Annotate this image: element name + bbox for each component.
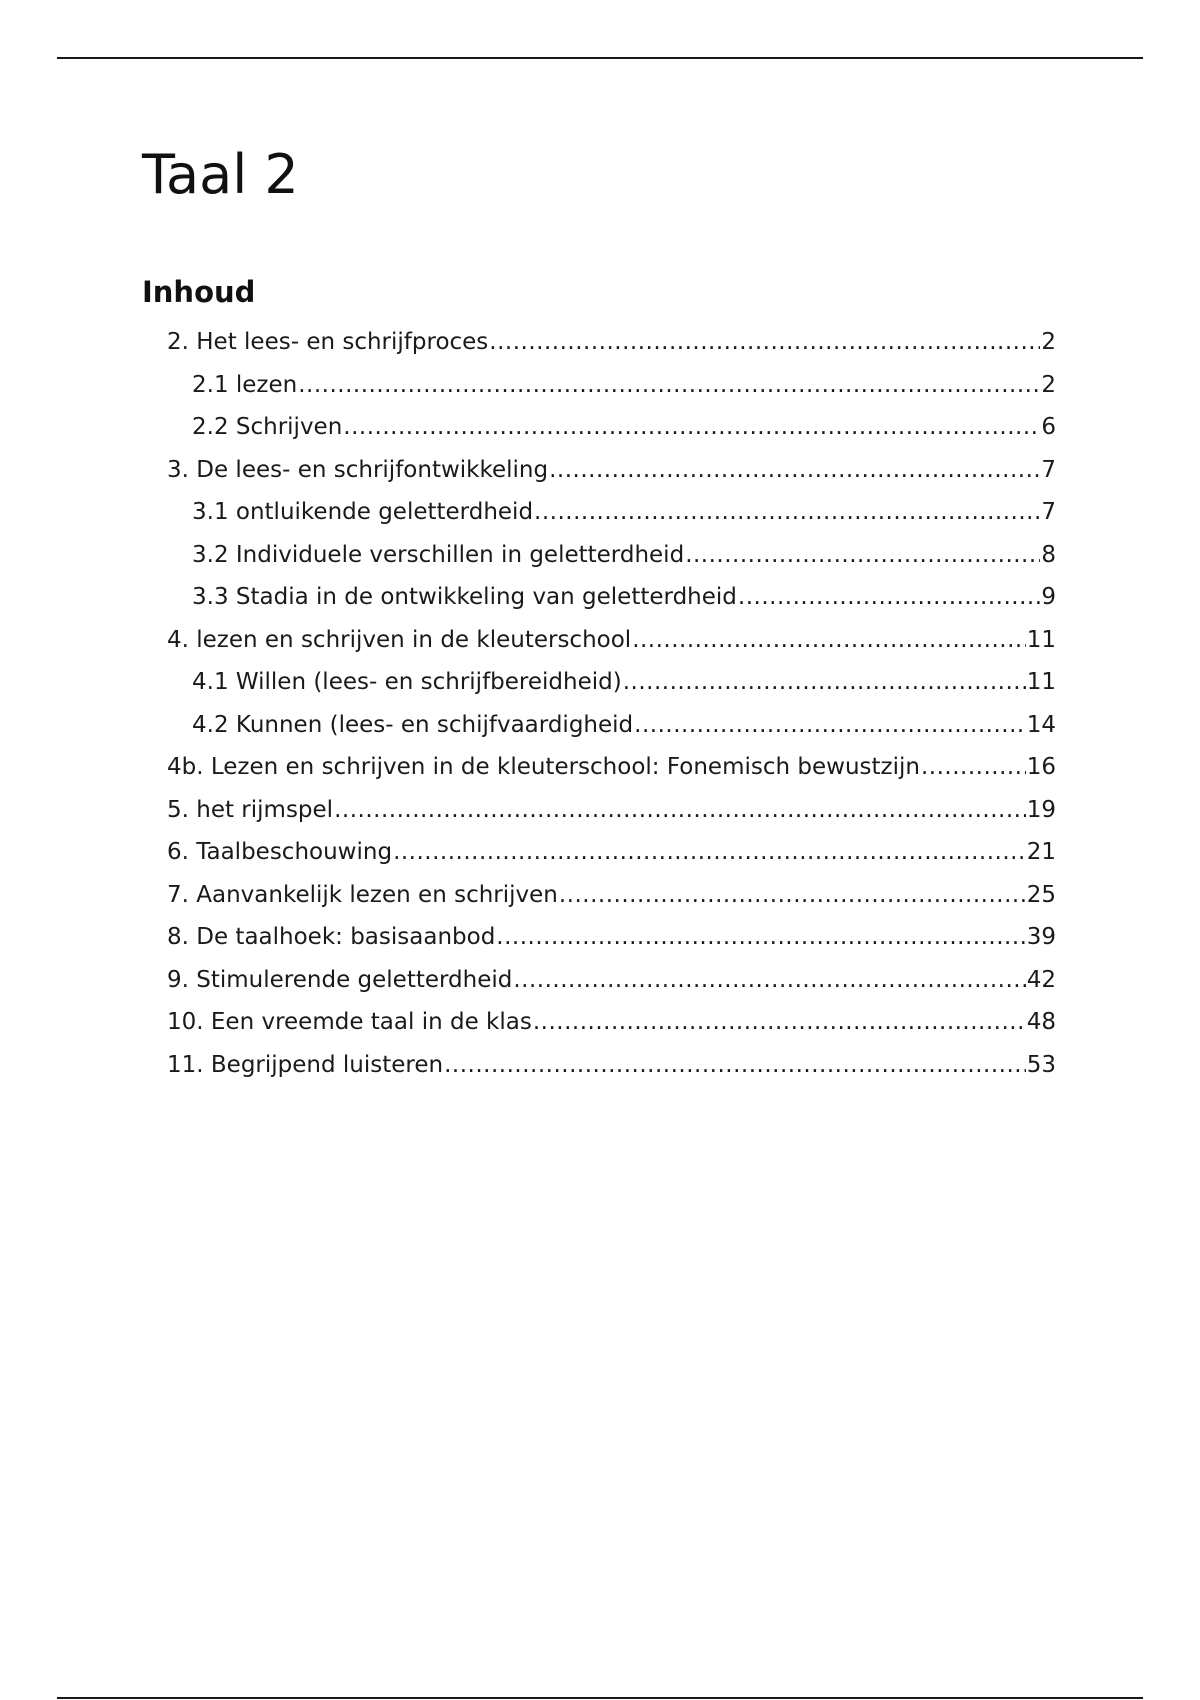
toc-dot-leader [623,661,1026,704]
toc-entry[interactable] [142,704,1056,747]
toc-dot-leader [533,1001,1026,1044]
toc-entry[interactable] [142,1044,1056,1087]
toc-dot-leader [343,406,1040,449]
toc-entry-label: 3.1 ontluikende geletterdheid [192,499,534,525]
toc-heading: Inhoud [142,275,256,309]
toc-entry[interactable] [142,916,1056,959]
toc-entry[interactable] [142,364,1056,407]
toc-dot-leader [513,959,1025,1002]
toc-dot-leader [298,364,1040,407]
toc-dot-leader [634,704,1026,747]
toc-entry[interactable] [142,1001,1056,1044]
footer-rule [57,1697,1143,1699]
toc-entry[interactable] [142,874,1056,917]
table-of-contents [142,321,1056,1086]
toc-entry-label: 4.1 Willen (lees- en schrijfbereidheid) [192,669,622,695]
toc-entry[interactable] [142,959,1056,1002]
toc-entry-label: 4. lezen en schrijven in de kleuterschool [167,626,632,653]
toc-entry-page-number: 48 [1026,1009,1056,1035]
toc-entry-page-number: 7 [1041,499,1056,525]
toc-entry-label: 4b. Lezen en schrijven in de kleuterschool: Fonemisch bewustzijn [167,754,920,780]
toc-entry-label: 3. De lees- en schrijfontwikkeling [167,456,549,483]
toc-entry-label: 2. Het lees- en schrijfproces [167,329,489,355]
toc-entry-label: 7. Aanvankelijk lezen en schrijven [167,881,558,908]
toc-entry[interactable] [142,491,1056,534]
toc-entry-page-number: 2 [1041,371,1056,398]
toc-dot-leader [738,576,1040,619]
toc-dot-leader [549,449,1040,492]
toc-entry[interactable] [142,661,1056,704]
toc-entry-label: 6. Taalbeschouwing [167,839,393,865]
toc-entry[interactable] [142,619,1056,662]
toc-entry[interactable] [142,406,1056,449]
toc-entry-label: 3.3 Stadia in de ontwikkeling van geletterdheid [192,584,737,610]
toc-entry[interactable] [142,746,1056,789]
toc-entry-page-number: 42 [1026,966,1056,993]
toc-entry-page-number: 9 [1041,584,1056,610]
toc-entry-page-number: 2 [1041,329,1056,355]
toc-entry-page-number: 19 [1026,796,1056,823]
toc-dot-leader [489,321,1040,364]
header-rule [57,57,1143,59]
toc-dot-leader [632,619,1026,662]
toc-entry[interactable] [142,576,1056,619]
toc-entry[interactable] [142,321,1056,364]
toc-entry-label: 10. Een vreemde taal in de klas [167,1009,532,1035]
toc-dot-leader [496,916,1025,959]
toc-entry-label: 2.1 lezen [192,371,298,398]
toc-entry-label: 9. Stimulerende geletterdheid [167,966,513,993]
toc-entry-label: 2.2 Schrijven [192,414,343,440]
toc-entry-page-number: 6 [1041,414,1056,440]
toc-dot-leader [393,831,1026,874]
toc-entry-label: 8. De taalhoek: basisaanbod [167,924,496,950]
toc-dot-leader [334,789,1026,832]
toc-entry-page-number: 53 [1026,1051,1056,1078]
toc-entry-page-number: 7 [1041,456,1056,483]
toc-dot-leader [534,491,1040,534]
document-title: Taal 2 [142,143,299,206]
toc-entry-page-number: 8 [1041,541,1056,568]
toc-entry-page-number: 21 [1026,839,1056,865]
toc-entry[interactable] [142,831,1056,874]
toc-entry-page-number: 14 [1026,711,1056,738]
toc-entry-page-number: 16 [1026,754,1056,780]
toc-entry-label: 3.2 Individuele verschillen in geletterdheid [192,541,685,568]
toc-entry-label: 11. Begrijpend luisteren [167,1051,444,1078]
toc-dot-leader [444,1044,1026,1087]
toc-entry-label: 4.2 Kunnen (lees- en schijfvaardigheid [192,711,634,738]
toc-entry-page-number: 25 [1026,881,1056,908]
toc-entry[interactable] [142,789,1056,832]
toc-dot-leader [921,746,1026,789]
toc-dot-leader [685,534,1040,577]
toc-entry-label: 5. het rijmspel [167,796,334,823]
toc-entry-page-number: 11 [1026,626,1056,653]
toc-entry[interactable] [142,534,1056,577]
toc-dot-leader [559,874,1026,917]
toc-entry-page-number: 11 [1026,669,1056,695]
toc-entry-page-number: 39 [1026,924,1056,950]
toc-entry[interactable] [142,449,1056,492]
